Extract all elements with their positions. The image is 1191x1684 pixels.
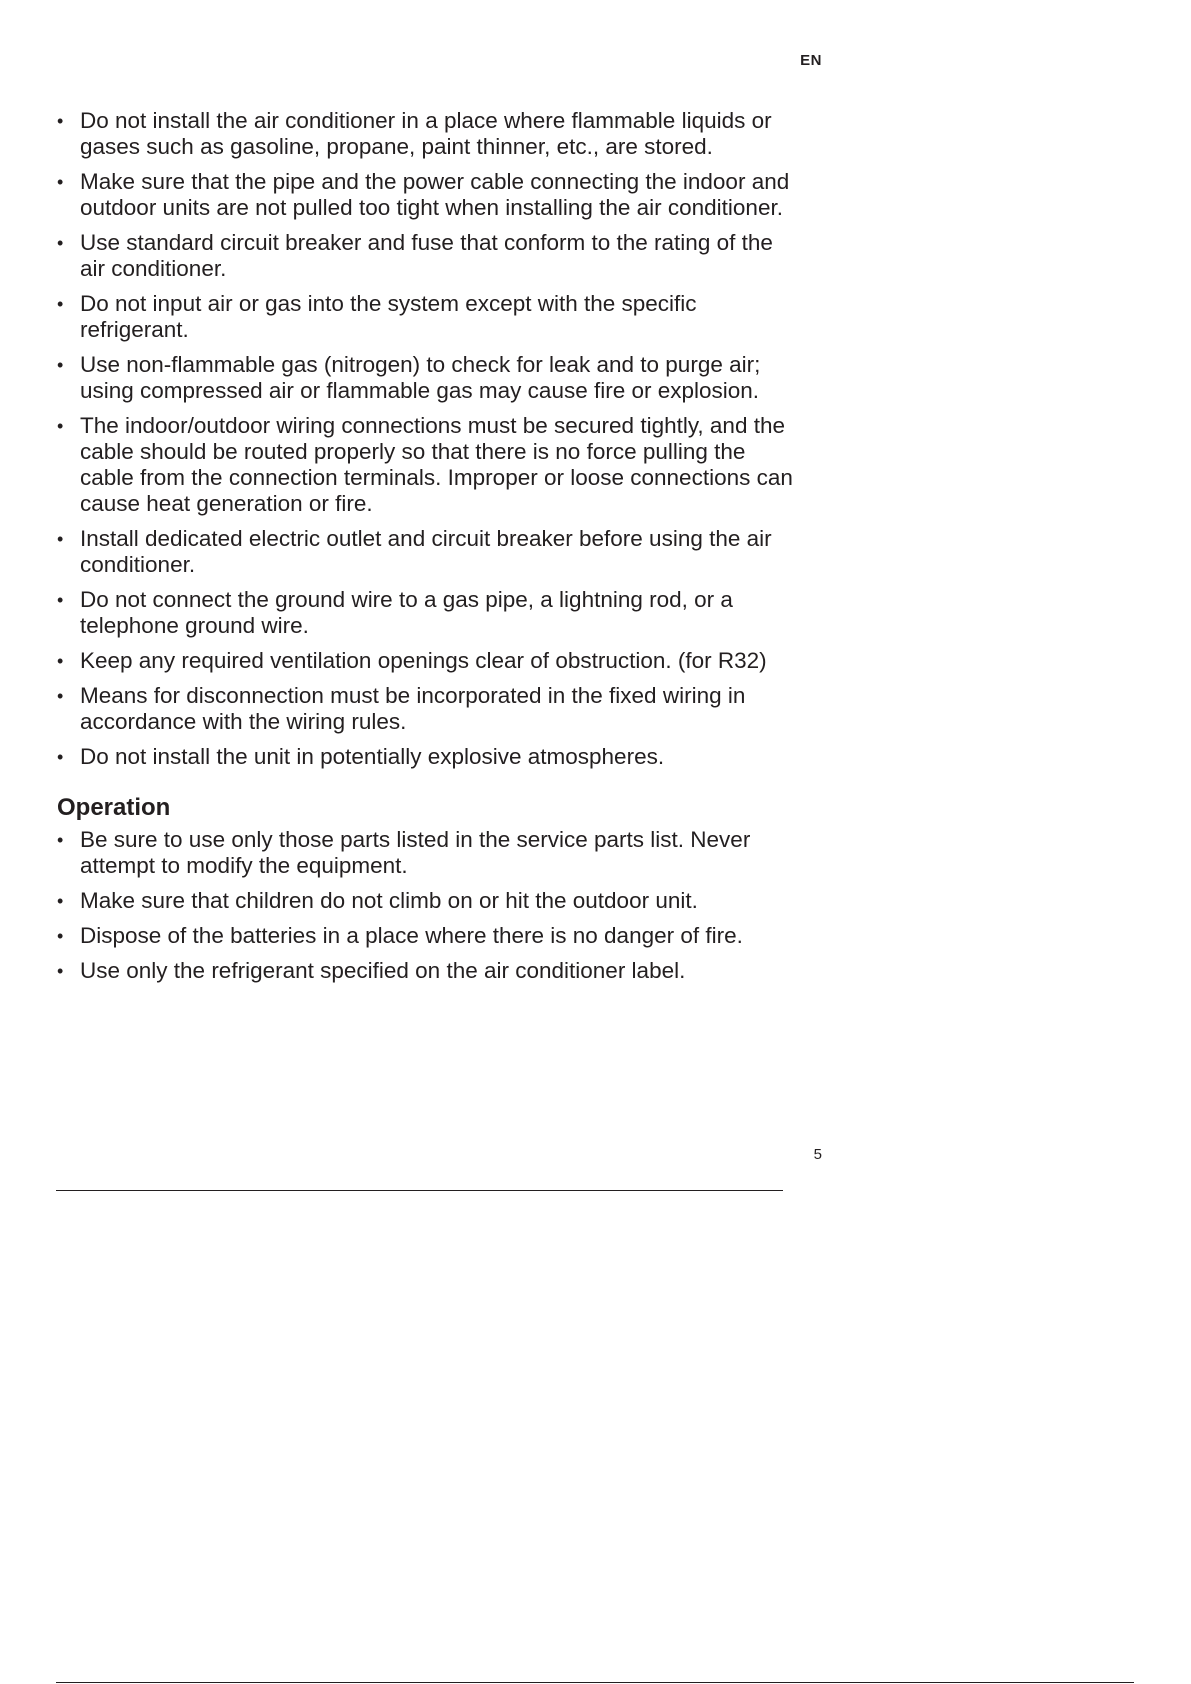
- list-item: [57, 587, 797, 639]
- list-item-text: Use only the refrigerant specified on the air conditioner label.: [80, 958, 686, 983]
- operation-list: [57, 827, 797, 984]
- bullet-icon: •: [57, 891, 64, 911]
- list-item: [57, 888, 797, 914]
- footer-divider: [56, 1190, 783, 1191]
- list-item-text: Make sure that children do not climb on or hit the outdoor unit.: [80, 888, 698, 913]
- list-item-text: Use standard circuit breaker and fuse that conform to the rating of the air conditioner.: [80, 230, 773, 281]
- bullet-icon: •: [57, 961, 64, 981]
- bullet-icon: •: [57, 529, 64, 549]
- list-item: [57, 291, 797, 343]
- list-item-text: Be sure to use only those parts listed in the service parts list. Never attempt to modify the equipment.: [80, 827, 751, 878]
- list-item-text: Make sure that the pipe and the power cable connecting the indoor and outdoor units are not pulled too tight when installing the air conditioner.: [80, 169, 790, 220]
- list-item: [57, 230, 797, 282]
- list-item: [57, 648, 797, 674]
- bullet-icon: •: [57, 830, 64, 850]
- bullet-icon: •: [57, 294, 64, 314]
- list-item: [57, 827, 797, 879]
- page-number: 5: [813, 1146, 822, 1163]
- section-heading-operation: Operation: [57, 794, 171, 821]
- bullet-icon: •: [57, 747, 64, 767]
- page-content: [57, 108, 797, 993]
- installation-warnings-list: [57, 108, 797, 770]
- bullet-icon: •: [57, 233, 64, 253]
- list-item-text: Do not install the unit in potentially explosive atmospheres.: [80, 744, 665, 769]
- list-item-text: Dispose of the batteries in a place where there is no danger of fire.: [80, 923, 743, 948]
- list-item-text: Means for disconnection must be incorporated in the fixed wiring in accordance with the wiring rules.: [80, 683, 746, 734]
- bullet-icon: •: [57, 651, 64, 671]
- bullet-icon: •: [57, 590, 64, 610]
- bullet-icon: •: [57, 926, 64, 946]
- list-item: [57, 923, 797, 949]
- list-item-text: Do not install the air conditioner in a place where flammable liquids or gases such as gasoline, propane, paint thinner, etc., are stored.: [80, 108, 772, 159]
- list-item: [57, 683, 797, 735]
- list-item: [57, 958, 797, 984]
- list-item: [57, 526, 797, 578]
- list-item-text: Use non-flammable gas (nitrogen) to check for leak and to purge air; using compressed air or flammable gas may cause fire or explosion.: [80, 352, 761, 403]
- list-item: [57, 744, 797, 770]
- bullet-icon: •: [57, 111, 64, 131]
- list-item-text: Do not input air or gas into the system except with the specific refrigerant.: [80, 291, 697, 342]
- page-bottom-divider: [56, 1682, 1134, 1683]
- list-item: [57, 108, 797, 160]
- bullet-icon: •: [57, 355, 64, 375]
- language-tag: EN: [800, 52, 822, 69]
- bullet-icon: •: [57, 172, 64, 192]
- list-item: [57, 413, 797, 517]
- list-item-text: Do not connect the ground wire to a gas pipe, a lightning rod, or a telephone ground wire.: [80, 587, 733, 638]
- bullet-icon: •: [57, 686, 64, 706]
- list-item-text: The indoor/outdoor wiring connections must be secured tightly, and the cable should be routed properly so that there is no force pulling the cable from the connection terminals. Improper or loose connections can cause heat generation or fire.: [80, 413, 793, 516]
- list-item: [57, 352, 797, 404]
- list-item: [57, 169, 797, 221]
- list-item-text: Install dedicated electric outlet and circuit breaker before using the air conditioner.: [80, 526, 772, 577]
- bullet-icon: •: [57, 416, 64, 436]
- list-item-text: Keep any required ventilation openings clear of obstruction. (for R32): [80, 648, 767, 673]
